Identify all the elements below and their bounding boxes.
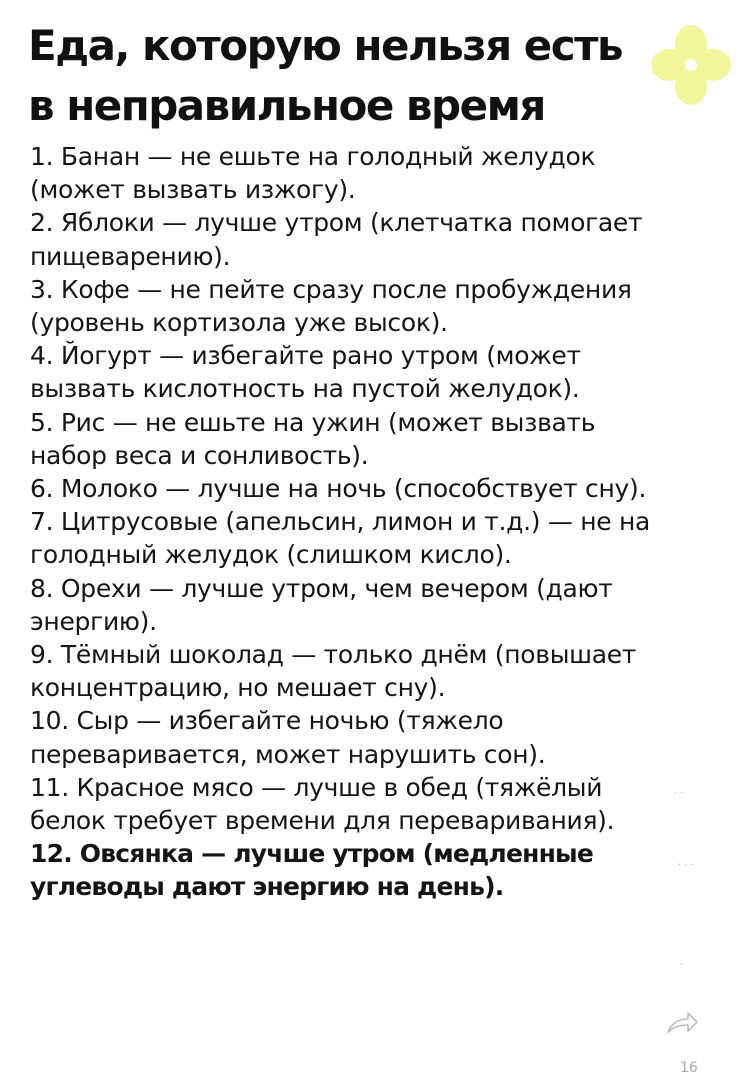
dot-mark: · · · xyxy=(678,860,694,871)
dot-mark: · xyxy=(680,960,684,971)
list-item: 2. Яблоки — лучше утром (клетчатка помогает пищеварению). xyxy=(30,208,643,271)
list-item: 9. Тёмный шоколад — только днём (повышает концентрацию, но мешает сну). xyxy=(30,640,637,703)
list-item: 8. Орехи — лучше утром, чем вечером (дают энергию). xyxy=(30,573,613,636)
list-item: 4. Йогурт — избегайте рано утром (может вызвать кислотность на пустой желудок). xyxy=(30,341,581,404)
list-item: 5. Рис — не ешьте на ужин (может вызвать набор веса и сонливость). xyxy=(30,407,596,470)
food-list xyxy=(30,140,670,904)
list-item: 6. Молоко — лучше на ночь (способствует сну). xyxy=(30,474,647,504)
list-item: 7. Цитрусовые (апельсин, лимон и т.д.) — не на голодный желудок (слишком кисло). xyxy=(30,507,651,570)
dot-mark: · · xyxy=(674,788,684,799)
list-item: 3. Кофе — не пейте сразу после пробуждения (уровень кортизола уже высок). xyxy=(30,274,632,338)
page-number: 16 xyxy=(680,1060,698,1076)
flower-icon xyxy=(646,20,736,110)
share-arrow-icon[interactable] xyxy=(664,1010,700,1038)
list-item: 12. Овсянка — лучше утром (медленные углеводы дают энергию на день). xyxy=(30,839,594,902)
list-item: 10. Сыр — избегайте ночью (тяжело переваривается, может нарушить сон). xyxy=(30,706,546,769)
page-title: Еда, которую нельзя есть в неправильное время xyxy=(28,21,623,130)
list-item: 11. Красное мясо — лучше в обед (тяжёлый белок требует времени для переваривания). xyxy=(30,772,615,836)
list-item: 1. Банан — не ешьте на голодный желудок (может вызвать изжогу). xyxy=(30,142,596,205)
